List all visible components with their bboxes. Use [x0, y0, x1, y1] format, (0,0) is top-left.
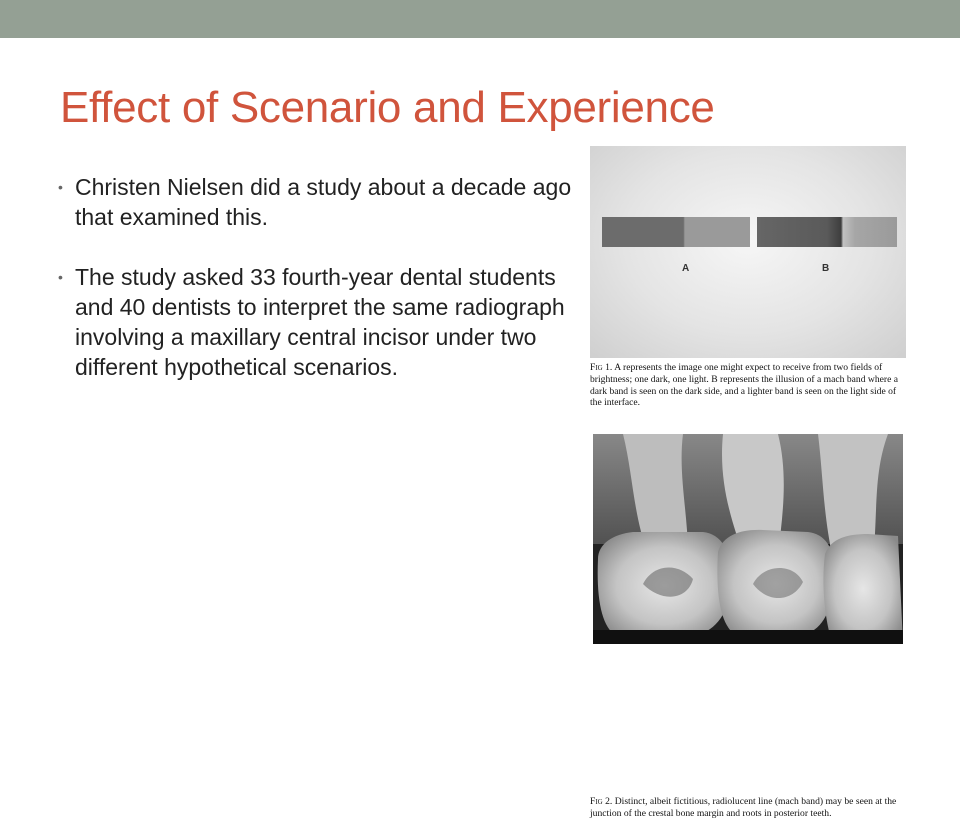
bullet-list: [58, 172, 578, 412]
figure-1-caption-lead: Fig 1.: [590, 362, 613, 373]
top-accent-bar: [0, 0, 960, 38]
figure-2-caption-lead: Fig 2.: [590, 796, 613, 807]
figure-1-caption: [590, 362, 908, 409]
radiograph-illustration: [593, 434, 903, 644]
figure-1-caption-text: A represents the image one might expect to receive from two fields of brightness; one dark, one light. B represents the illusion of a mach band where a dark band is seen on the dark side, and a lighter band is seen on the light side of the interface.: [590, 362, 898, 409]
bullet-dot-icon: •: [58, 179, 63, 195]
band-a-label: A: [682, 263, 690, 274]
bullet-text: Christen Nielsen did a study about a decade ago that examined this.: [75, 174, 572, 230]
figure-2-caption-text: Distinct, albeit fictitious, radiolucent line (mach band) may be seen at the junction of the crestal bone margin and roots in posterior teeth.: [590, 796, 897, 819]
figure-2-caption: [590, 796, 908, 820]
bullet-dot-icon: •: [58, 269, 63, 285]
slide-title: Effect of Scenario and Experience: [60, 83, 715, 132]
bullet-item: [58, 172, 578, 232]
mach-band-diagram: [590, 146, 906, 358]
figure-2-radiograph: [593, 434, 903, 644]
figure-1-image: [590, 146, 906, 358]
bullet-text: The study asked 33 fourth-year dental students and 40 dentists to interpret the same radiograph involving a maxillary central incisor under two different hypothetical scenarios.: [75, 264, 565, 380]
band-b: [757, 217, 897, 247]
band-a: [602, 217, 750, 247]
band-b-label: B: [822, 263, 830, 274]
bullet-item: [58, 262, 578, 382]
